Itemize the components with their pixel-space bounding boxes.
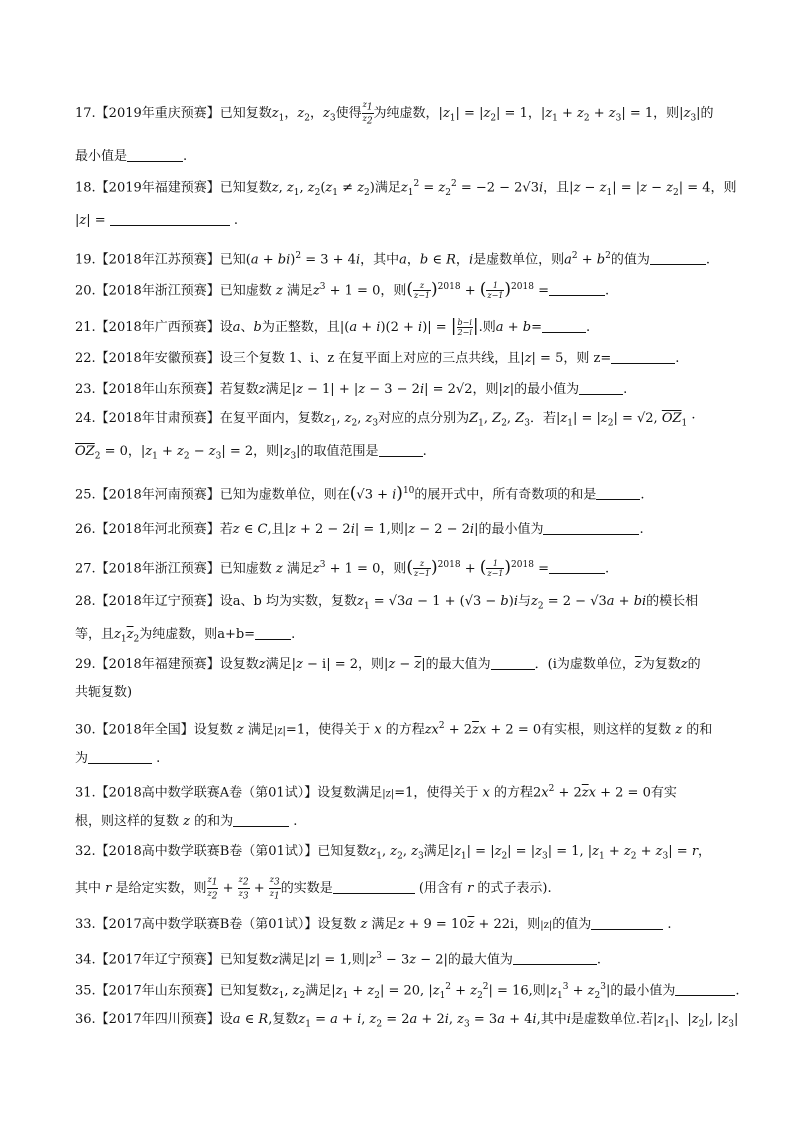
problem-29-line-2: 共轭复数) xyxy=(75,685,133,700)
problem-21 xyxy=(75,312,730,342)
problem-31 xyxy=(75,775,730,836)
problem-31-line-2: 根，则这样的复数 z 的和为 . xyxy=(75,814,298,830)
problem-20 xyxy=(75,273,730,305)
problem-30-line-1: 30.【2018年全国】设复数 z 满足|z|=1，使得关于 x 的方程$zx^2 + 2\overline{z}x + 2 = 0$有实根，则这样的复数 z 的和 xyxy=(75,721,713,738)
problem-17 xyxy=(75,100,730,171)
problem-24-line-1: 24.【2018年甘肃预赛】在复平面内，复数$z_1$, $z_2$, $z_3$对应的点分别为$Z_1$, $Z_2$, $Z_3$．若$|z_1| = |z_2| = √2$, $\overline{OZ}_1$ · xyxy=(75,411,696,429)
answer-blank[interactable] xyxy=(233,812,289,827)
answer-blank[interactable] xyxy=(333,879,415,894)
answer-blank[interactable] xyxy=(549,559,605,574)
fraction: $\frac{z_1}{z_2}$ xyxy=(207,875,218,902)
problem-19 xyxy=(75,242,730,274)
fraction: $\frac{z_2}{z_3}$ xyxy=(238,875,249,902)
answer-blank[interactable] xyxy=(255,625,291,640)
answer-blank[interactable] xyxy=(549,281,605,296)
fraction: $\frac{1}{z-1}$ xyxy=(487,559,504,579)
problem-32-line-2: 其中 r 是给定实数，则 $\frac{z_1}{z_2}$ + $\frac{z_2}{z_3}$ + $\frac{z_3}{z_1}$ 的实数是 (用含有 r 的式子表示). xyxy=(75,875,552,902)
answer-blank[interactable] xyxy=(596,485,640,500)
problem-28-line-1: 28.【2018年辽宁预赛】设a、b 均为实数，复数$z_1 = √3a - 1 + (√3 - b)i$与$z_2 = 2 - √3a$ + bi的模长相 xyxy=(75,594,699,612)
problem-33-line-1: 33.【2017高中数学联赛B卷（第01试）】设复数 z 满足$z + 9 = 10\overline{z} + 22i$，则|z|的值为 . xyxy=(75,917,672,932)
problem-22-line-1: 22.【2018年安徽预赛】设三个复数 1、i、z 在复平面上对应的三点共线，且|z| = 5，则 z= . xyxy=(75,351,680,366)
answer-blank[interactable] xyxy=(611,349,675,364)
problem-30 xyxy=(75,712,730,773)
answer-blank[interactable] xyxy=(379,442,423,457)
problem-27 xyxy=(75,551,730,583)
answer-blank[interactable] xyxy=(542,318,586,333)
fraction: $\frac{z_3}{z_1}$ xyxy=(269,875,280,902)
problem-34 xyxy=(75,942,730,974)
problem-21-line-1: 21.【2018年广西预赛】设a、b为正整数，且|(a + i)(2 + i)| = | $\frac{b-i}{2-i}$ |.则a + b= . xyxy=(75,316,591,337)
answer-blank[interactable] xyxy=(491,655,535,670)
problem-17-line-2: 最小值是 . xyxy=(75,148,188,164)
answer-blank[interactable] xyxy=(110,211,230,226)
problem-18-line-2: |z| = . xyxy=(75,212,239,228)
problem-23 xyxy=(75,376,730,404)
problem-36-line-1: 36.【2017年四川预赛】设a ∈ R,复数$z_1 = a + i$, $z_2 = 2a + 2i$, $z_3 = 3a + 4i$,其中i是虚数单位.若$|z_1|$、$|z_2|$, $|z_3|$ xyxy=(75,1012,739,1030)
problem-24-line-2: $\overline{OZ}_2 = 0$，$|z_1 + z_2 - z_3| = 2$，则$|z_3|$的取值范围是 . xyxy=(75,443,427,462)
answer-blank[interactable] xyxy=(591,915,663,930)
problem-32-line-1: 32.【2018高中数学联赛B卷（第01试）】已知复数$z_1$, $z_2$, $z_3$满足$|z_1| = |z_2| = |z_3| = 1$, $|z_1 + z_2 + z_3| = r$， xyxy=(75,844,712,862)
fraction: $\frac{z_1}{z_2}$ xyxy=(362,100,373,127)
problem-29-line-1: 29.【2018年福建预赛】设复数z满足|z − i| = 2，则$|z - \overline{z}|$的最大值为 ．(i为虚数单位，$\overline{z}$为复数z的 xyxy=(75,657,701,672)
answer-blank[interactable] xyxy=(675,981,735,996)
answer-blank[interactable] xyxy=(543,520,639,535)
answer-blank[interactable] xyxy=(127,147,183,162)
problem-28 xyxy=(75,588,730,653)
problem-30-line-2: 为 . xyxy=(75,751,161,767)
problem-36 xyxy=(75,1006,739,1039)
problem-32 xyxy=(75,838,730,903)
problem-31-line-1: 31.【2018高中数学联赛A卷（第01试）】设复数满足|z|=1，使得关于 x 的方程$2x^2 + 2\overline{z}x + 2 = 0$有实 xyxy=(75,784,677,801)
fraction: $\frac{1}{z-1}$ xyxy=(487,281,504,301)
problem-28-line-2: 等，且$z_1\overline{z}_2$为纯虚数，则a+b= . xyxy=(75,626,296,645)
problem-29 xyxy=(75,651,730,707)
answer-blank[interactable] xyxy=(513,950,597,965)
problem-17-line-1: 17.【2019年重庆预赛】已知复数$z_1$，$z_2$，$z_3$使得 $\frac{z_1}{z_2}$ 为纯虚数，$|z_1| = |z_2| = 1$，$|z_1 + z_2 + z_3| = 1$，则$|z_3|$的 xyxy=(75,100,714,127)
fraction: $\frac{z}{z-1}$ xyxy=(414,559,431,579)
problem-18 xyxy=(75,170,737,235)
problem-35 xyxy=(75,973,740,1010)
problem-19-line-1: 19.【2018年江苏预赛】已知(a + bi)$^2$ = 3 + 4i，其中a，b ∈ R，i是虚数单位，则$a^2 + b^2$的值为 . xyxy=(75,251,711,268)
problem-22 xyxy=(75,345,730,373)
problem-33 xyxy=(75,911,730,940)
problem-35-line-1: 35.【2017年山东预赛】已知复数$z_1$, $z_2$满足$|z_1 + z_2| = 20$, $|z_1^2 + z_2^2| = 16$,则$|z_1^3 + z_2^3|$的最小值为 . xyxy=(75,982,740,1001)
answer-blank[interactable] xyxy=(650,250,706,265)
problem-27-line-1: 27.【2018年浙江预赛】已知虚数 z 满足$z^3 + 1 = 0$，则( $\frac{z}{z-1}$ )$^{2018}$ + ( $\frac{1}{z-1}$ )$^{2018}$ = . xyxy=(75,557,610,579)
problem-25-line-1: 25.【2018年河南预赛】已知为虚数单位，则在$(√3 + i)^{10}$的展开式中，所有奇数项的和是 . xyxy=(75,483,645,504)
problem-25 xyxy=(75,477,730,509)
fraction: $\frac{z}{z-1}$ xyxy=(414,281,431,301)
fraction: $\frac{b-i}{2-i}$ xyxy=(457,318,472,337)
problem-26-line-1: 26.【2018年河北预赛】若z ∈ C,且|z + 2 − 2i| = 1,则|z − 2 − 2i|的最小值为 . xyxy=(75,522,644,537)
problem-24 xyxy=(75,405,730,470)
problem-26 xyxy=(75,516,730,544)
problem-23-line-1: 23.【2018年山东预赛】若复数z满足|z − 1| + |z − 3 − 2i| = 2√2，则|z|的最小值为 . xyxy=(75,382,628,397)
problem-34-line-1: 34.【2017年辽宁预赛】已知复数z满足|z| = 1,则$|z^3 - 3z - 2|$的最大值为 . xyxy=(75,951,602,968)
answer-blank[interactable] xyxy=(579,380,623,395)
problem-18-line-1: 18.【2019年福建预赛】已知复数z, $z_1$, $z_2(z_1 \ne z_2)$满足$z_1^2 = z_2^2 = -2 - 2√3i$，且$|z - z_1| = |z - z_2| = 4$，则 xyxy=(75,179,737,198)
answer-blank[interactable] xyxy=(88,749,152,764)
problem-20-line-1: 20.【2018年浙江预赛】已知虚数 z 满足$z^3 + 1 = 0$，则( $\frac{z}{z-1}$ )$^{2018}$ + ( $\frac{1}{z-1}$ )$^{2018}$ = . xyxy=(75,279,610,301)
